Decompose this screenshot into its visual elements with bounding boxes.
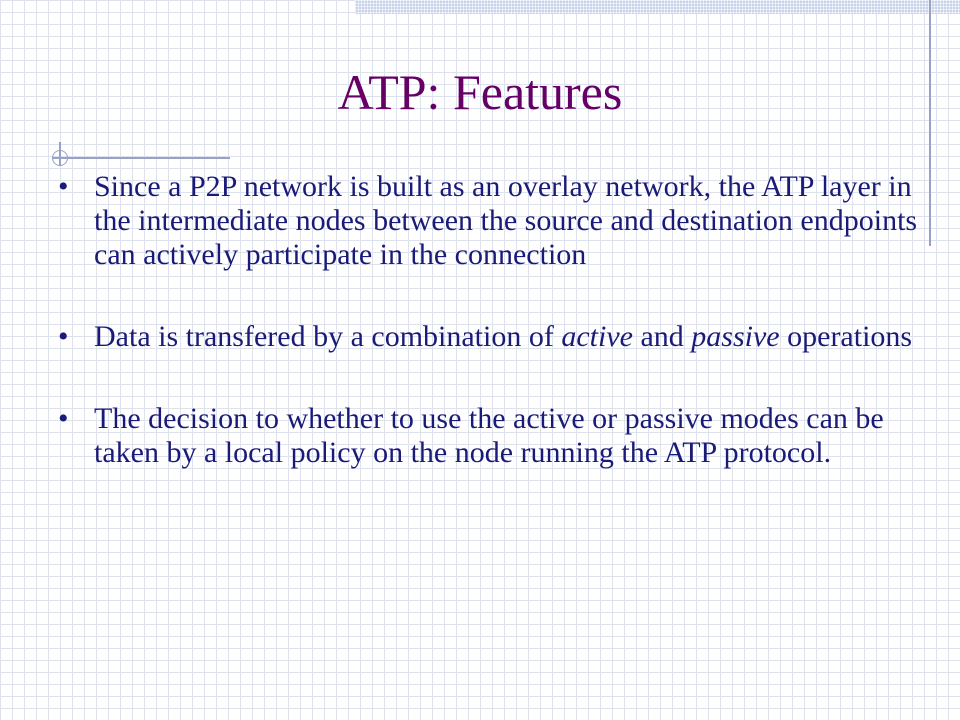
bullet-text	[94, 320, 918, 354]
bullet-text: The decision to whether to use the active or passive modes can be taken by a local policy on the node running the ATP protocol.	[94, 402, 884, 469]
emphasis-active: active	[561, 320, 633, 353]
bullet-item-1	[58, 170, 918, 272]
bullet-marker: •	[58, 320, 69, 353]
bullet-text: Since a P2P network is built as an overlay network, the ATP layer in the intermediate nodes between the source and destination endpoints can actively participate in the connection	[94, 170, 918, 271]
decorative-corner-circle-icon	[52, 150, 68, 166]
decorative-right-rule	[929, 0, 931, 246]
bullet-text-part: Data is transfered by a combination of	[94, 320, 562, 353]
decorative-title-rule	[52, 157, 230, 159]
emphasis-passive: passive	[691, 320, 780, 353]
bullet-text-part: operations	[779, 320, 913, 353]
bullet-marker: •	[58, 402, 69, 435]
decorative-top-band	[355, 0, 960, 14]
slide-title: ATP: Features	[337, 64, 623, 120]
bullet-item-2	[58, 320, 918, 354]
bullet-list	[58, 170, 918, 518]
bullet-item-3	[58, 402, 918, 470]
bullet-text-part: and	[632, 320, 692, 353]
bullet-marker: •	[58, 170, 69, 203]
